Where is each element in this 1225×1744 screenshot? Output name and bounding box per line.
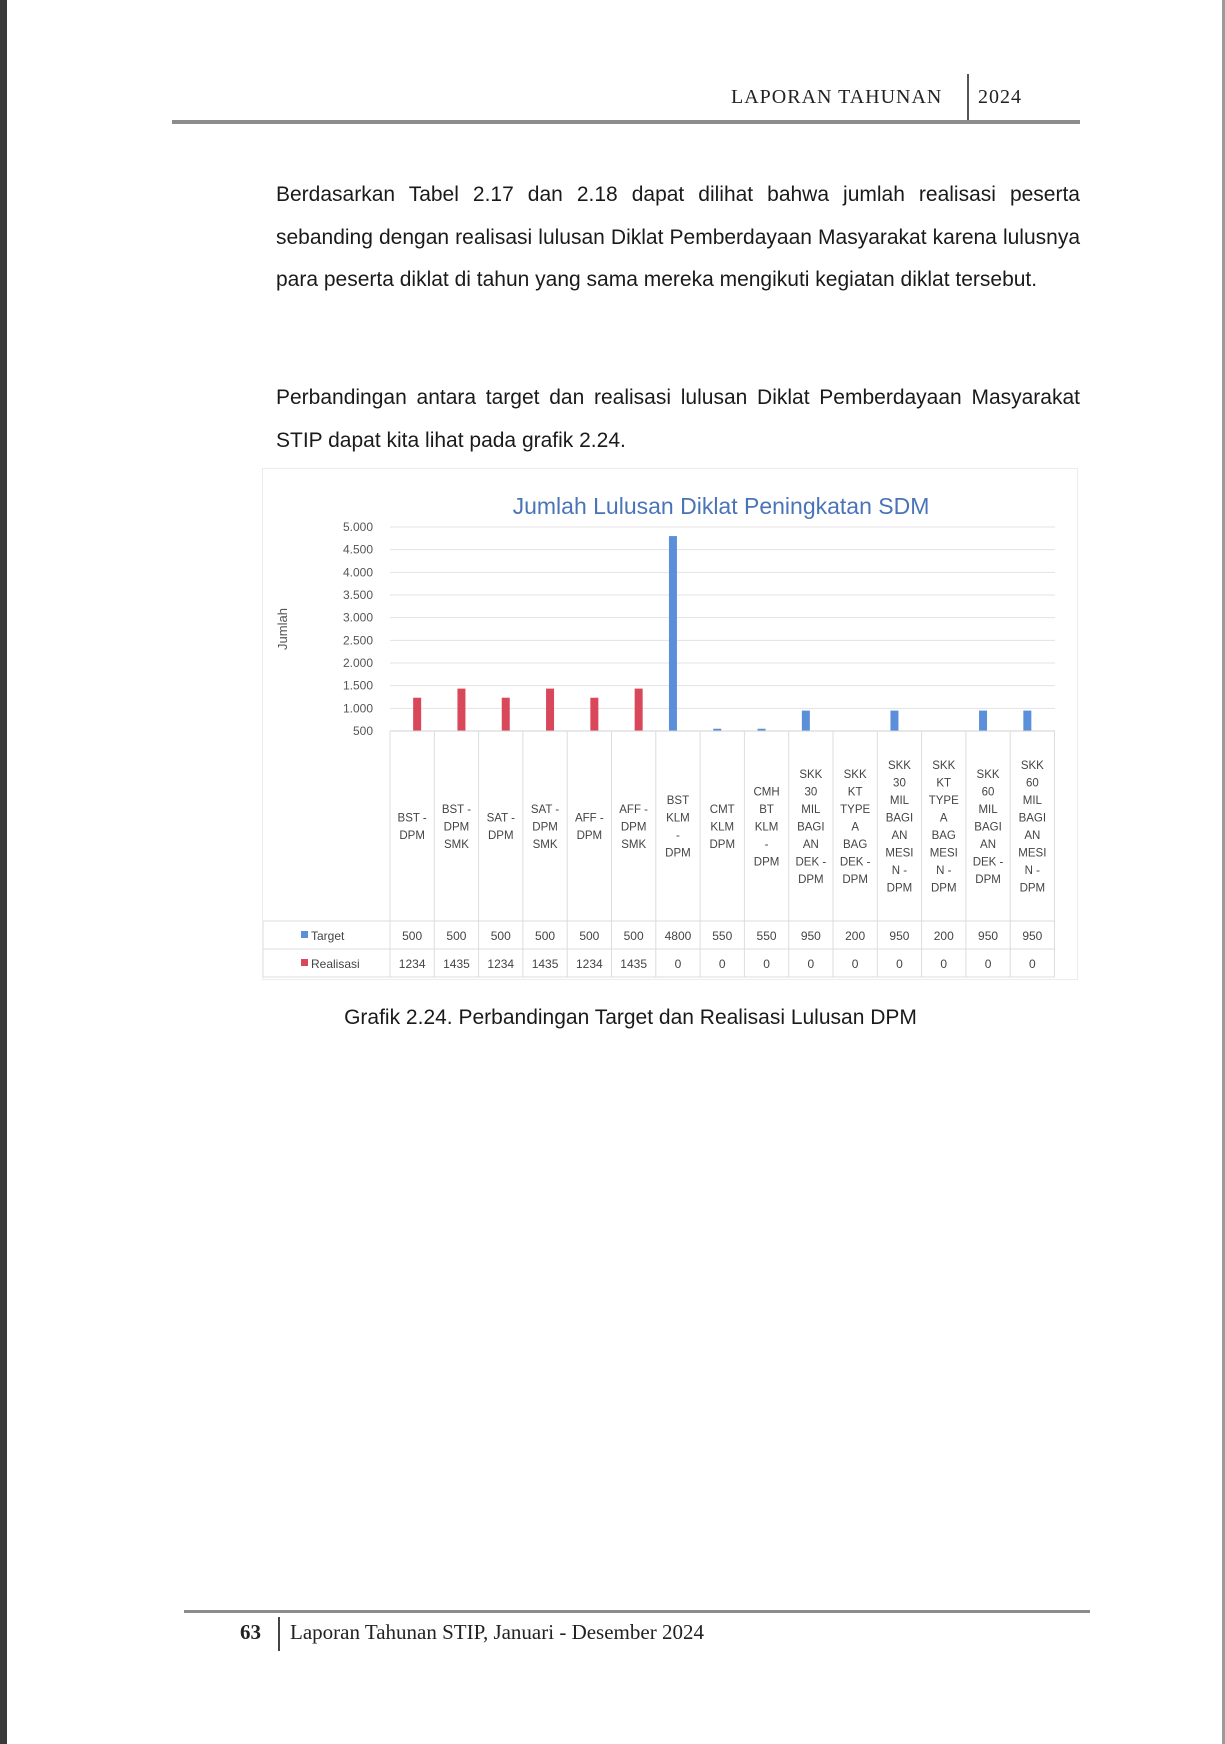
running-header-year: 2024: [978, 86, 1022, 108]
data-label-realisasi: 1234: [575, 957, 603, 971]
data-label-realisasi: 0: [1029, 957, 1036, 971]
footer-separator: [278, 1617, 280, 1651]
bar-realisasi: [457, 689, 465, 731]
x-tick-label: BST -DPM: [397, 812, 427, 842]
x-tick-label: SKK 30 MIL BAGI AN MESI N -DPM: [885, 760, 914, 895]
bar-realisasi: [635, 689, 643, 731]
data-label-realisasi: 0: [984, 957, 992, 971]
data-label-realisasi: 0: [807, 957, 815, 971]
data-label-target: 950: [800, 929, 821, 943]
bar-chart: [263, 469, 1077, 979]
legend-label-target: Target: [311, 929, 345, 943]
y-tick-label: 3.000: [342, 610, 373, 625]
scan-left-edge: [0, 0, 7, 1744]
x-tick-label: SKK KT TYPE A BAG MESI N -DPM: [928, 760, 959, 895]
footer-rule: [184, 1610, 1090, 1613]
data-label-realisasi: 1234: [487, 957, 515, 971]
data-label-realisasi: 1234: [398, 957, 426, 971]
x-tick-label: CMH BT KLM -DPM: [753, 786, 780, 869]
data-label-target: 200: [933, 929, 954, 943]
bar-realisasi: [413, 698, 421, 731]
legend-key-realisasi: [301, 959, 308, 966]
data-label-realisasi: 1435: [531, 957, 559, 971]
y-tick-label: 5.000: [342, 520, 373, 534]
data-label-realisasi: 0: [896, 957, 903, 971]
y-tick-label: 4.500: [342, 542, 373, 557]
data-label-target: 950: [889, 929, 910, 943]
x-tick-label: SKK 30 MIL BAGI AN DEK -DPM: [795, 768, 827, 886]
figure-caption-text: Grafik 2.24. Perbandingan Target dan Realisasi Lulusan DPM: [344, 1006, 917, 1029]
y-tick-label: 3.500: [342, 588, 373, 602]
footer-text: Laporan Tahunan STIP, Januari - Desember 2024: [290, 1620, 704, 1644]
bar-target: [1023, 711, 1031, 731]
data-label-realisasi: 1435: [620, 957, 648, 971]
body-paragraph-2: Perbandingan antara target dan realisasi lulusan Diklat Pemberdayaan Masyarakat STIP dapat kita lihat pada grafik 2.24.: [276, 386, 1080, 452]
figure-caption: [0, 1006, 1225, 1030]
y-tick-label: 1.000: [342, 701, 373, 716]
chart-title: Jumlah Lulusan Diklat Peningkatan SDM: [512, 493, 930, 519]
x-tick-label: SKK 60 MIL BAGI AN DEK -DPM: [972, 768, 1004, 886]
bar-realisasi: [546, 689, 554, 731]
data-label-realisasi: 0: [718, 957, 726, 971]
legend-key-target: [301, 931, 308, 938]
chart-container: [262, 468, 1078, 980]
data-label-realisasi: 0: [763, 957, 770, 971]
x-tick-label: SAT -DPM SMK: [530, 803, 560, 851]
x-tick-label: CMT KLM DPM: [709, 803, 736, 851]
data-label-target: 200: [845, 929, 866, 943]
y-tick-label: 4.000: [342, 565, 373, 580]
bar-target: [890, 711, 898, 731]
data-label-target: 950: [978, 929, 999, 943]
bar-realisasi: [590, 698, 598, 731]
bar-realisasi: [502, 698, 510, 731]
y-axis-label: Jumlah: [275, 608, 290, 650]
data-label-target: 950: [1022, 929, 1043, 943]
data-label-target: 550: [712, 929, 733, 943]
data-label-target: 500: [402, 929, 423, 943]
bar-target: [979, 711, 987, 731]
data-label-target: 500: [446, 929, 467, 943]
legend-label-realisasi: Realisasi: [311, 957, 360, 971]
x-tick-label: SKK 60 MIL BAGI AN MESI N -DPM: [1018, 760, 1047, 895]
bar-target: [802, 711, 810, 731]
running-header-title: LAPORAN TAHUNAN: [731, 86, 943, 108]
x-tick-label: BST -DPM SMK: [441, 803, 472, 851]
bar-target: [669, 536, 677, 731]
running-header-separator: [967, 74, 969, 122]
data-label-target: 500: [490, 929, 511, 943]
data-label-realisasi: 0: [674, 957, 682, 971]
x-tick-label: AFF -DPM SMK: [619, 803, 649, 851]
y-tick-label: 2.000: [342, 656, 373, 670]
data-label-target: 550: [756, 929, 777, 943]
y-tick-label: 1.500: [342, 678, 373, 693]
body-paragraph-1: Berdasarkan Tabel 2.17 dan 2.18 dapat dilihat bahwa jumlah realisasi peserta sebanding dengan realisasi lulusan Diklat Pemberdayaan Masyarakat karena lulusnya para peserta diklat di tahun yang sama mereka mengikuti kegiatan diklat tersebut.: [276, 183, 1080, 291]
x-tick-label: SAT -DPM: [486, 812, 515, 842]
x-tick-label: BST KLM -DPM: [665, 795, 691, 860]
data-label-target: 4800: [664, 929, 692, 943]
data-label-target: 500: [623, 929, 644, 943]
page-number: 63: [240, 1620, 261, 1644]
data-label-realisasi: 0: [851, 957, 859, 971]
y-tick-label: 2.500: [342, 633, 373, 648]
data-label-target: 500: [535, 929, 556, 943]
x-tick-label: AFF -DPM: [574, 812, 604, 842]
y-tick-label: 500: [352, 724, 373, 738]
header-rule: [172, 120, 1080, 124]
data-label-realisasi: 1435: [443, 957, 470, 971]
data-label-target: 500: [579, 929, 600, 943]
data-label-realisasi: 0: [940, 957, 948, 971]
x-tick-label: SKK KT TYPE A BAG DEK -DPM: [839, 768, 871, 886]
